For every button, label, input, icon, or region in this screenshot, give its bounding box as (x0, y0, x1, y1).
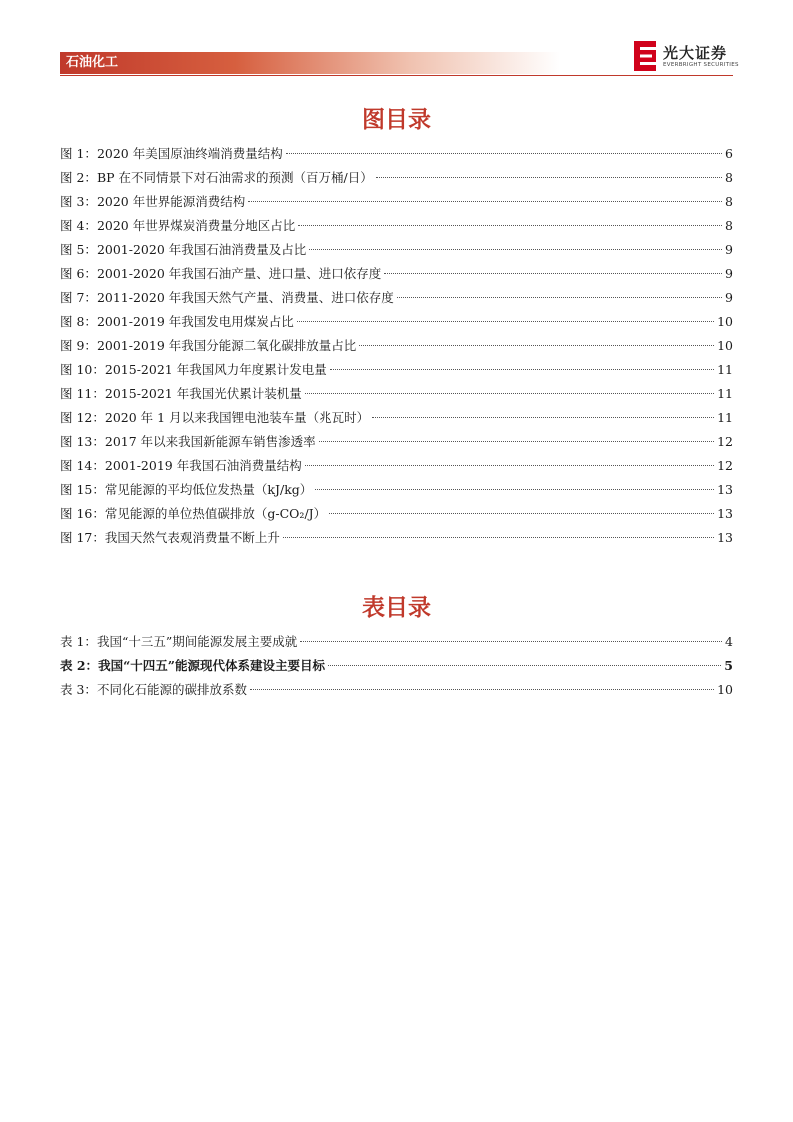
toc-entry[interactable] (60, 478, 733, 502)
dot-leader (298, 225, 722, 226)
toc-entry-page: 4 (725, 634, 733, 649)
toc-entry[interactable] (60, 526, 733, 550)
toc-entry-label (60, 142, 283, 166)
toc-entry-page: 12 (717, 434, 733, 449)
toc-entry-page: 8 (725, 218, 733, 233)
toc-entry-page: 12 (717, 458, 733, 473)
toc-entry-number: 图 17： (60, 530, 105, 545)
dot-leader (330, 369, 714, 370)
toc-entry-title: 我国“十四五”能源现代体系建设主要目标 (98, 658, 325, 673)
dot-leader (397, 297, 722, 298)
figures-list (60, 142, 733, 550)
toc-entry-number: 图 11： (60, 386, 105, 401)
toc-entry-title: 2011-2020 年我国天然气产量、消费量、进口依存度 (96, 290, 394, 305)
toc-entry-title: 2001-2019 年我国分能源二氧化碳排放量占比 (96, 338, 357, 353)
toc-entry[interactable] (60, 358, 733, 382)
toc-entry[interactable] (60, 630, 733, 654)
toc-entry-title: 常见能源的单位热值碳排放（g-CO₂/J） (104, 506, 327, 521)
toc-entry-title: 我国天然气表观消费量不断上升 (104, 530, 280, 545)
toc-entry-number: 图 7： (60, 290, 97, 305)
toc-entry-number: 图 12： (60, 410, 105, 425)
toc-entry[interactable] (60, 286, 733, 310)
toc-entry-number: 图 14： (60, 458, 105, 473)
toc-entry-label (60, 190, 245, 214)
toc-entry-page: 9 (725, 290, 733, 305)
dot-leader (359, 345, 714, 346)
toc-entry-title: 我国“十三五”期间能源发展主要成就 (96, 634, 298, 649)
toc-entry-page: 13 (717, 482, 733, 497)
toc-entry-page: 10 (717, 314, 733, 329)
toc-entry-page: 11 (717, 410, 733, 425)
toc-entry-number: 图 9： (60, 338, 97, 353)
toc-entry[interactable] (60, 142, 733, 166)
dot-leader (305, 393, 714, 394)
figures-title: 图目录 (362, 107, 431, 133)
toc-entry-label (60, 334, 356, 358)
toc-entry-number: 图 6： (60, 266, 97, 281)
toc-entry-label (60, 526, 280, 550)
dot-leader (376, 177, 722, 178)
toc-entry-label (60, 406, 369, 430)
toc-entry-label (60, 166, 373, 190)
toc-entry[interactable] (60, 214, 733, 238)
everbright-logo-icon (634, 41, 656, 71)
section-label: 石油化工 (66, 55, 119, 70)
toc-entry-number: 表 1： (60, 634, 97, 649)
toc-entry[interactable] (60, 502, 733, 526)
toc-entry[interactable] (60, 678, 733, 702)
toc-entry-label (60, 630, 297, 654)
toc-entry-page: 10 (717, 682, 733, 697)
dot-leader (283, 537, 714, 538)
toc-entry[interactable] (60, 406, 733, 430)
toc-entry-number: 图 8： (60, 314, 97, 329)
tables-title: 表目录 (362, 595, 431, 621)
toc-entry[interactable] (60, 654, 733, 678)
toc-entry[interactable] (60, 238, 733, 262)
toc-entry-label (60, 310, 294, 334)
toc-entry-label (60, 502, 326, 526)
toc-entry-title: BP 在不同情景下对石油需求的预测（百万桶/日） (96, 170, 373, 185)
toc-entry[interactable] (60, 430, 733, 454)
toc-entry-label (60, 478, 312, 502)
dot-leader (309, 249, 722, 250)
toc-entry-title: 2015-2021 年我国风力年度累计发电量 (104, 362, 327, 377)
toc-entry-number: 图 1： (60, 146, 97, 161)
toc-entry-number: 图 4： (60, 218, 97, 233)
toc-entry-page: 9 (725, 266, 733, 281)
dot-leader (372, 417, 714, 418)
dot-leader (297, 321, 714, 322)
brand-logo (634, 41, 744, 73)
toc-entry-label (60, 654, 325, 678)
header-rule (60, 75, 733, 76)
toc-entry-page: 11 (717, 386, 733, 401)
toc-entry-title: 2020 年 1 月以来我国锂电池装车量（兆瓦时） (104, 410, 370, 425)
toc-entry-page: 8 (725, 194, 733, 209)
dot-leader (384, 273, 722, 274)
toc-entry-number: 图 15： (60, 482, 105, 497)
toc-entry-title: 2015-2021 年我国光伏累计装机量 (104, 386, 302, 401)
toc-entry[interactable] (60, 190, 733, 214)
toc-entry-number: 图 10： (60, 362, 105, 377)
toc-entry-label (60, 430, 316, 454)
toc-entry[interactable] (60, 334, 733, 358)
toc-entry[interactable] (60, 382, 733, 406)
toc-entry-title: 2020 年世界煤炭消费量分地区占比 (96, 218, 296, 233)
toc-entry-number: 图 13： (60, 434, 105, 449)
toc-entry-title: 2020 年美国原油终端消费量结构 (96, 146, 283, 161)
toc-entry-page: 6 (725, 146, 733, 161)
toc-entry-label (60, 454, 302, 478)
toc-entry-page: 10 (717, 338, 733, 353)
logo-text-cn: 光大证券 (663, 44, 728, 62)
toc-entry-page: 8 (725, 170, 733, 185)
dot-leader (286, 153, 722, 154)
toc-entry-title: 2017 年以来我国新能源车销售渗透率 (104, 434, 316, 449)
toc-entry-number: 图 3： (60, 194, 97, 209)
dot-leader (300, 641, 722, 642)
toc-entry-page: 5 (724, 658, 733, 673)
toc-entry-title: 2001-2020 年我国石油消费量及占比 (96, 242, 307, 257)
toc-entry-title: 不同化石能源的碳排放系数 (96, 682, 247, 697)
toc-entry-title: 2001-2020 年我国石油产量、进口量、进口依存度 (96, 266, 382, 281)
dot-leader (250, 689, 714, 690)
toc-entry[interactable] (60, 310, 733, 334)
toc-entry-label (60, 238, 306, 262)
dot-leader (329, 513, 714, 514)
dot-leader (305, 465, 714, 466)
toc-entry-label (60, 286, 394, 310)
toc-entry-title: 2001-2019 年我国石油消费量结构 (104, 458, 302, 473)
toc-entry[interactable] (60, 454, 733, 478)
tables-list (60, 630, 733, 702)
toc-entry-label (60, 358, 327, 382)
toc-entry-page: 13 (717, 506, 733, 521)
toc-entry-number: 图 16： (60, 506, 105, 521)
toc-entry[interactable] (60, 262, 733, 286)
dot-leader (328, 665, 721, 666)
header-band (60, 52, 560, 74)
toc-entry-title: 常见能源的平均低位发热量（kJ/kg） (104, 482, 313, 497)
toc-entry-number: 图 5： (60, 242, 97, 257)
toc-entry-number: 图 2： (60, 170, 97, 185)
toc-entry-label (60, 262, 381, 286)
toc-entry-page: 9 (725, 242, 733, 257)
toc-entry[interactable] (60, 166, 733, 190)
dot-leader (319, 441, 714, 442)
toc-entry-label (60, 214, 295, 238)
toc-entry-page: 11 (717, 362, 733, 377)
toc-entry-page: 13 (717, 530, 733, 545)
toc-entry-number: 表 3： (60, 682, 97, 697)
toc-entry-label (60, 678, 247, 702)
toc-entry-title: 2020 年世界能源消费结构 (96, 194, 246, 209)
dot-leader (315, 489, 714, 490)
toc-entry-label (60, 382, 302, 406)
toc-entry-number: 表 2： (60, 658, 99, 673)
dot-leader (248, 201, 722, 202)
logo-text-en: EVERBRIGHT SECURITIES (663, 62, 739, 68)
toc-entry-title: 2001-2019 年我国发电用煤炭占比 (96, 314, 294, 329)
